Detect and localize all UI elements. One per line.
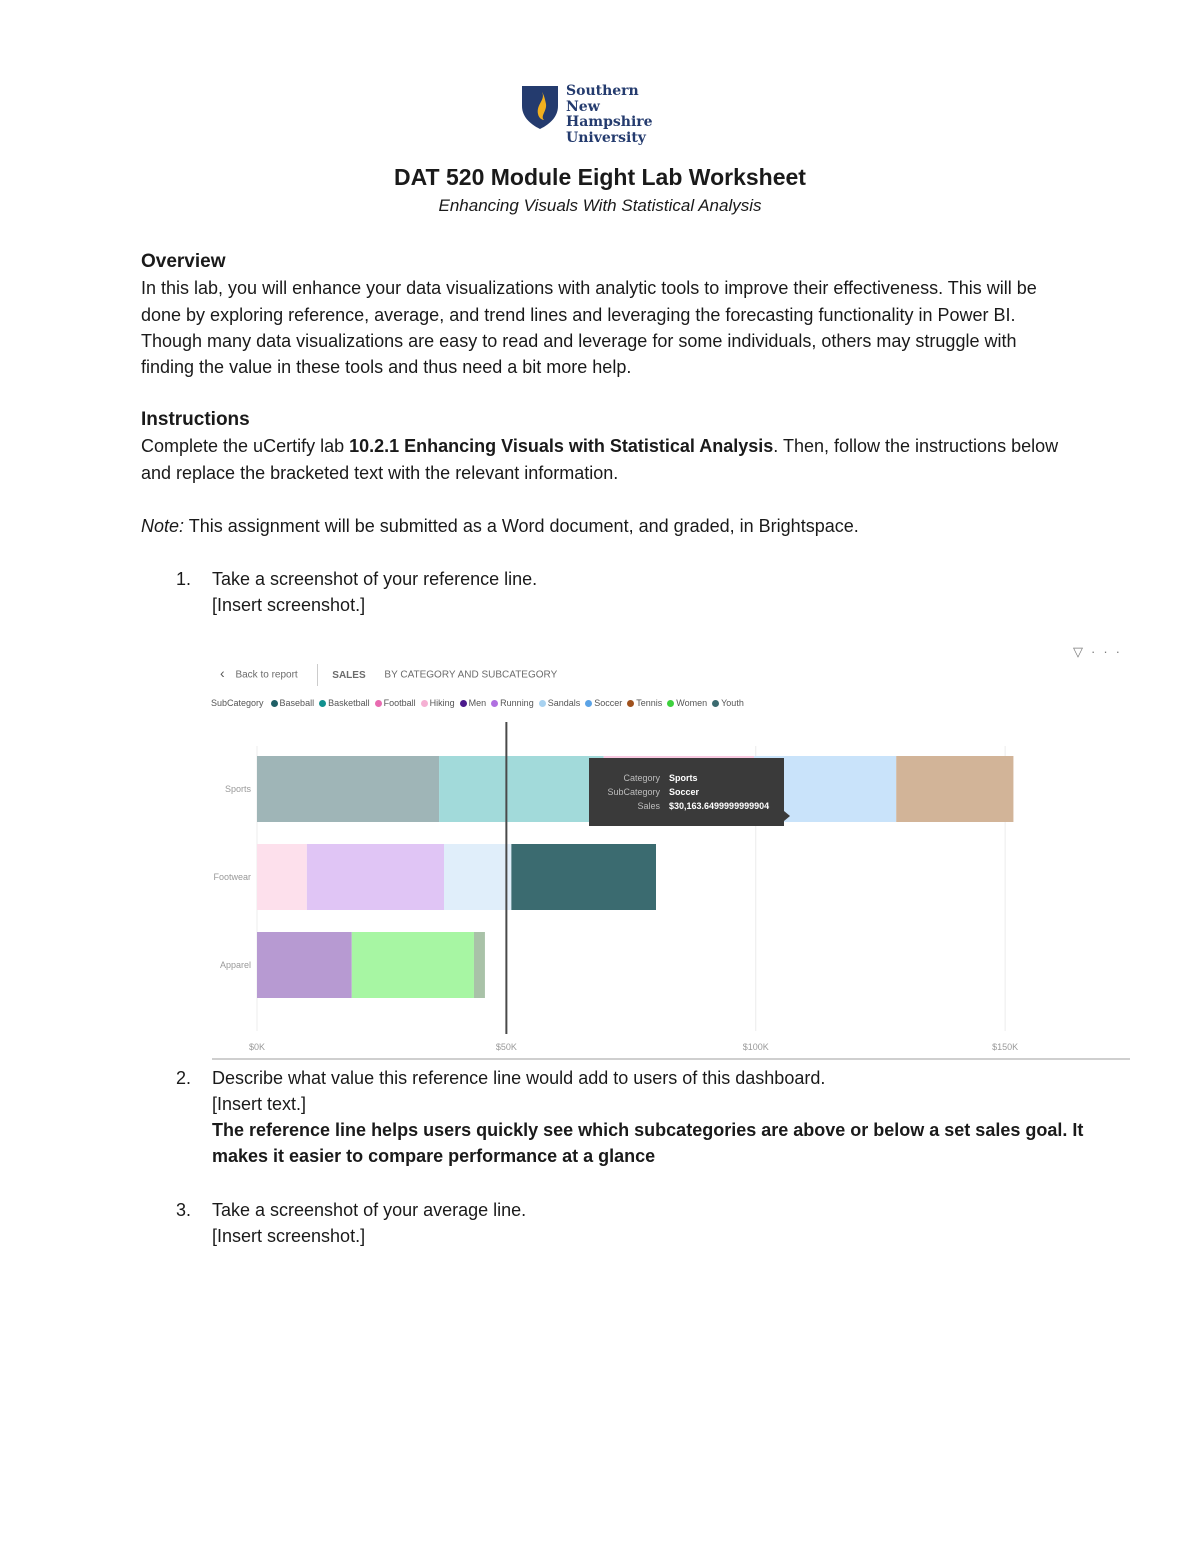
category-label: Footwear	[213, 872, 251, 882]
bar-segment	[896, 756, 1013, 822]
bar-segment	[257, 756, 439, 822]
bar-segment	[511, 844, 656, 910]
page-subtitle: Enhancing Visuals With Statistical Analysis	[438, 196, 762, 215]
overview-body: In this lab, you will enhance your data visualizations with analytic tools to improve their effectiveness. This will be done by exploring reference, average, and trend lines and leveraging the forecasting functionality in Power BI. Though many data visualizations are easy to read and leverage for some individuals, others may struggle with finding the value in these tools and thus need a bit more help.	[141, 278, 1037, 378]
university-logo	[520, 83, 690, 146]
bar-segment	[444, 844, 511, 910]
list-item-1	[212, 566, 1092, 618]
item-3-prompt: Take a screenshot of your average line.	[212, 1200, 527, 1220]
tooltip-key: Sales	[637, 801, 660, 811]
instructions-body	[141, 433, 1061, 486]
item-3-placeholder: [Insert screenshot.]	[212, 1226, 366, 1246]
legend-title: SubCategory	[211, 698, 264, 708]
shield-icon	[520, 84, 560, 130]
more-options-icon: ···	[1091, 644, 1128, 659]
instructions-section	[141, 407, 1061, 486]
item-number-3: 3.	[176, 1200, 192, 1220]
legend-label: Women	[676, 698, 708, 708]
stacked-bar-chart	[200, 636, 1140, 1062]
legend-label: Baseball	[279, 698, 315, 708]
overview-section	[141, 249, 1061, 380]
legend-label: Basketball	[328, 698, 370, 708]
tooltip-value: Sports	[669, 773, 698, 783]
logo-line-2: New Hampshire	[566, 98, 653, 130]
tooltip-value: $30,163.6499999999904	[669, 801, 770, 811]
item-1-placeholder: [Insert screenshot.]	[212, 595, 366, 615]
logo-line-1: Southern	[566, 83, 639, 99]
legend-label: Men	[468, 698, 487, 708]
legend-label: Football	[383, 698, 416, 708]
instructions-after: . Then, follow the instructions below and replace the bracketed text with the relevant information.	[141, 436, 1059, 483]
tab-sales: SALES	[332, 669, 366, 681]
item-2-prompt: Describe what value this reference line would add to users of this dashboard.	[212, 1068, 826, 1088]
bar-segment	[352, 932, 474, 998]
x-tick-label: $100K	[742, 1042, 769, 1052]
legend-label: Hiking	[429, 698, 455, 708]
category-label: Apparel	[219, 960, 251, 970]
instructions-before: Complete the uCertify lab	[141, 436, 350, 457]
list-item-3	[212, 1197, 1092, 1249]
legend-label: Tennis	[636, 698, 663, 708]
x-tick-label: $150K	[992, 1042, 1019, 1052]
tab-by-category: BY CATEGORY AND SUBCATEGORY	[384, 669, 558, 681]
page-title: DAT 520 Module Eight Lab Worksheet	[394, 164, 806, 190]
bar-segment	[257, 844, 307, 910]
legend-label: Sandals	[547, 698, 581, 708]
x-tick-label: $0K	[248, 1042, 266, 1052]
note-paragraph	[141, 513, 1061, 539]
legend-label: Youth	[721, 698, 744, 708]
tooltip-value: Soccer	[669, 787, 700, 797]
instructions-heading: Instructions	[141, 409, 250, 430]
x-tick-label: $50K	[495, 1042, 517, 1052]
note-text: This assignment will be submitted as a Word document, and graded, in Brightspace.	[184, 516, 859, 536]
legend-label: Soccer	[594, 698, 623, 708]
legend-label: Running	[500, 698, 534, 708]
chevron-left-icon: ‹	[220, 664, 225, 681]
item-2-placeholder: [Insert text.]	[212, 1094, 307, 1114]
bar-segment	[307, 844, 444, 910]
screenshot-bottom-border	[212, 1058, 1130, 1060]
item-1-prompt: Take a screenshot of your reference line.	[212, 569, 538, 589]
reference-line-screenshot	[200, 636, 1140, 1062]
bar-segment	[439, 756, 604, 822]
filter-icon: ▽	[1073, 644, 1091, 659]
item-2-answer: The reference line helps users quickly see which subcategories are above or below a set sales goal. It makes it easier to compare performance at a glance	[212, 1120, 1084, 1166]
bar-segment	[474, 932, 485, 998]
back-to-report-link: Back to report	[235, 669, 298, 681]
category-label: Sports	[224, 784, 251, 794]
tooltip-key: Category	[623, 773, 660, 783]
lab-name: 10.2.1 Enhancing Visuals with Statistical Analysis	[349, 436, 774, 457]
list-item-2	[212, 1065, 1092, 1169]
tooltip-key: SubCategory	[607, 787, 660, 797]
note-label: Note:	[141, 516, 185, 536]
logo-line-3: University	[566, 129, 646, 146]
item-number-2: 2.	[176, 1068, 192, 1088]
item-number-1: 1.	[176, 569, 192, 589]
overview-heading: Overview	[141, 251, 226, 272]
bar-segment	[257, 932, 352, 998]
